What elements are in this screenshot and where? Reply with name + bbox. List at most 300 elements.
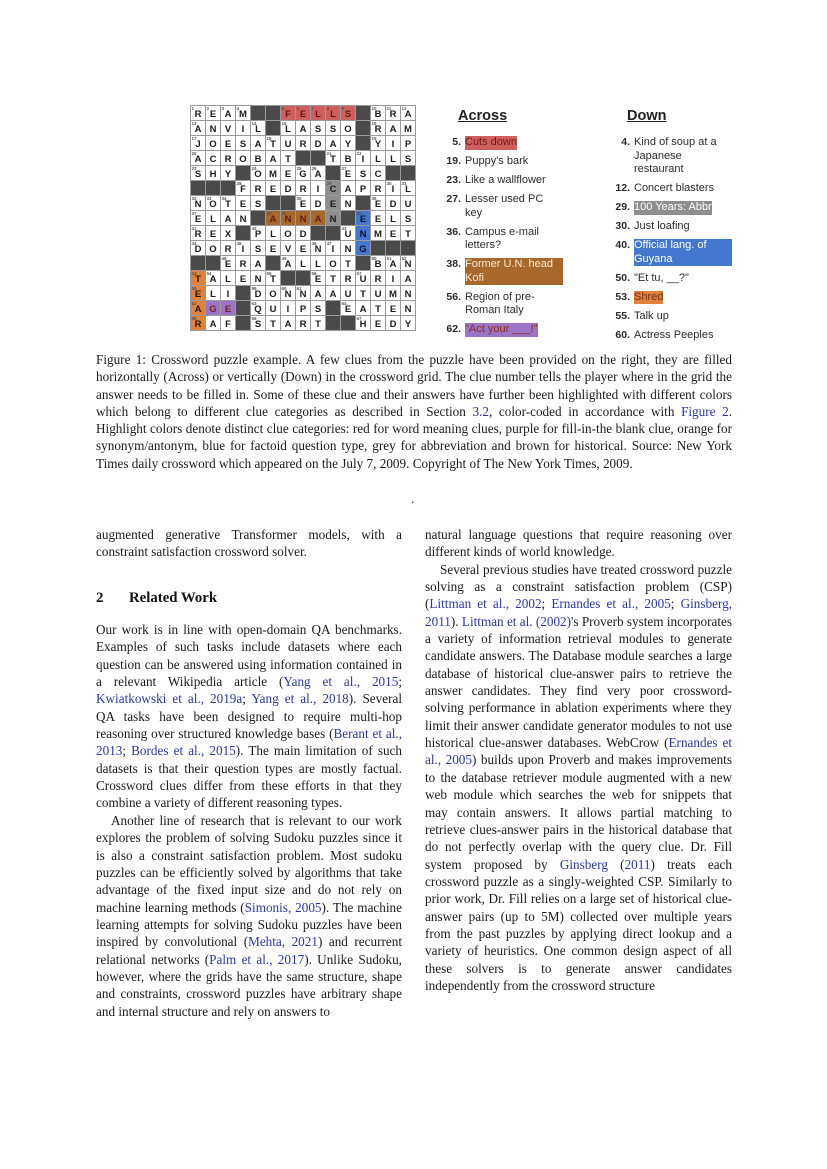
cell-letter: L — [315, 109, 321, 120]
grid-cell — [251, 166, 265, 180]
cell-letter: A — [194, 304, 202, 315]
cell-number: 28 — [236, 181, 242, 186]
reference-link[interactable]: Kwiatkowski et al., 2019a — [96, 691, 243, 707]
grid-cell — [221, 226, 235, 240]
black-cell — [356, 136, 370, 150]
cell-letter: G — [359, 244, 367, 255]
cell-letter: T — [270, 139, 276, 150]
cell-letter: N — [344, 199, 352, 210]
cell-letter: I — [316, 184, 320, 195]
cell-letter: A — [224, 214, 232, 225]
cell-number: 44 — [191, 241, 197, 246]
cell-letter: J — [195, 139, 201, 150]
grid-cell — [341, 286, 355, 300]
cell-number: 53 — [191, 271, 197, 276]
cell-number: 27 — [341, 166, 347, 171]
clue-text: Shred — [634, 290, 664, 303]
black-cell — [266, 256, 280, 270]
cell-letter: A — [254, 259, 262, 270]
cell-letter: R — [239, 259, 247, 270]
cell-letter: E — [389, 229, 397, 240]
grid-cell — [371, 286, 385, 300]
clue-text: Lesser used PC key — [465, 193, 544, 219]
grid-cell — [386, 256, 400, 270]
cell-number: 42 — [251, 226, 257, 231]
cell-letter: T — [345, 259, 351, 270]
cell-letter: Y — [224, 169, 232, 180]
grid-cell — [206, 151, 220, 165]
clue-item — [443, 155, 593, 169]
cell-letter: R — [374, 124, 382, 135]
clue-text: "Et tu, __?" — [634, 271, 689, 284]
grid-cell — [311, 241, 325, 255]
cell-letter: R — [224, 244, 232, 255]
grid-cell — [191, 241, 205, 255]
grid-cell — [191, 151, 205, 165]
cell-letter: P — [254, 229, 262, 240]
cell-letter: E — [359, 214, 367, 225]
cell-number: 46 — [311, 241, 317, 246]
clue-item — [612, 272, 754, 286]
black-cell — [356, 196, 370, 210]
clue-text: Talk up — [634, 309, 669, 322]
grid-cell — [281, 316, 295, 330]
cell-number: 11 — [386, 106, 392, 111]
cell-letter: R — [194, 319, 202, 330]
clue-item — [612, 201, 754, 215]
grid-cell — [401, 211, 415, 225]
grid-cell — [311, 316, 325, 330]
cell-number: 55 — [266, 271, 272, 276]
reference-link[interactable]: Littman et al., 2002 — [429, 596, 542, 612]
clue-item — [612, 220, 754, 234]
cell-number: 34 — [221, 196, 227, 201]
cell-letter: N — [299, 214, 307, 225]
cell-letter: E — [344, 169, 352, 180]
reference-link[interactable]: Yang et al., 2018 — [251, 691, 349, 707]
black-cell — [236, 286, 250, 300]
grid-cell — [266, 301, 280, 315]
cell-letter: L — [210, 289, 216, 300]
cell-letter: N — [209, 124, 217, 135]
grid-cell — [326, 286, 340, 300]
cell-number: 49 — [281, 256, 287, 261]
grid-cell — [341, 271, 355, 285]
cell-letter: M — [269, 169, 277, 180]
cell-letter: M — [404, 124, 412, 135]
reference-link[interactable]: Berant et al., 2013 — [96, 726, 402, 759]
grid-cell — [296, 226, 310, 240]
black-cell — [401, 241, 415, 255]
grid-cell — [311, 166, 325, 180]
grid-cell — [191, 316, 205, 330]
black-cell — [236, 226, 250, 240]
black-cell — [356, 121, 370, 135]
reference-link[interactable]: Mehta, 2021 — [248, 934, 318, 950]
clue-number: 38. — [446, 258, 461, 270]
grid-cell — [191, 106, 205, 120]
cell-letter: A — [194, 154, 202, 165]
grid-cell — [401, 136, 415, 150]
black-cell — [296, 151, 310, 165]
cell-letter: D — [389, 199, 397, 210]
black-cell — [266, 121, 280, 135]
grid-cell — [311, 211, 325, 225]
cell-letter: P — [299, 304, 307, 315]
paragraph: Our work is in line with open-domain QA benchmarks. Examples of such tasks include datasets where each question can be answered using information contained in a relevant Wikipedia article (Yang et al., 2015; Kwiatkowski et al., 2019a; Yang et al., 2018). Several QA tasks have been designed to require multi-hop reasoning over structured knowledge bases (Berant et al., 2013; Bordes et al., 2015). The main limitation of such datasets is that their question types are mostly factual. Crossword clues differ from these efforts in that they combine a variety of different reasoning types. — [96, 622, 403, 811]
clue-text: Just loafing — [634, 220, 690, 232]
grid-cell — [371, 211, 385, 225]
cell-number: 12 — [401, 106, 407, 111]
black-cell — [251, 106, 265, 120]
cell-letter: T — [330, 154, 336, 165]
cell-letter: L — [390, 154, 396, 165]
grid-cell — [386, 181, 400, 195]
grid-cell — [206, 121, 220, 135]
grid-cell — [236, 241, 250, 255]
paragraph: natural language questions that require reasoning over different kinds of world knowledge. — [425, 527, 732, 560]
cell-letter: A — [284, 319, 292, 330]
cell-letter: R — [374, 274, 382, 285]
cell-letter: O — [209, 244, 217, 255]
cell-letter: T — [270, 274, 276, 285]
cell-number: 67 — [356, 316, 362, 321]
grid-cell — [251, 196, 265, 210]
black-cell — [191, 256, 205, 270]
grid-cell — [191, 271, 205, 285]
grid-cell — [281, 181, 295, 195]
cell-letter: Y — [374, 139, 382, 150]
reference-link[interactable]: Simonis, 2005 — [244, 899, 322, 915]
cell-letter: T — [375, 304, 381, 315]
reference-link[interactable]: 2011 — [624, 856, 651, 872]
clue-text: Kind of soup at a Japanese restaurant — [634, 136, 717, 175]
grid-cell — [281, 211, 295, 225]
black-cell — [311, 226, 325, 240]
cell-letter: A — [344, 184, 352, 195]
clue-item — [612, 182, 754, 196]
grid-cell — [356, 286, 370, 300]
cell-number: 23 — [191, 166, 197, 171]
clue-number: 36. — [446, 225, 461, 238]
cell-letter: R — [194, 229, 202, 240]
cell-letter: C — [209, 154, 217, 165]
grid-cell — [266, 241, 280, 255]
cell-letter: E — [269, 244, 277, 255]
cell-number: 62 — [191, 301, 197, 306]
grid-cell — [311, 106, 325, 120]
cell-letter: E — [209, 229, 217, 240]
reference-link[interactable]: Figure 2 — [681, 403, 729, 419]
grid-cell — [326, 151, 340, 165]
clue-text: "Act your ___!" — [465, 323, 538, 335]
cell-number: 32 — [191, 196, 197, 201]
cell-letter: R — [299, 139, 307, 150]
black-cell — [251, 211, 265, 225]
cell-letter: V — [284, 244, 292, 255]
cell-letter: N — [359, 229, 367, 240]
cell-letter: E — [374, 199, 382, 210]
cell-letter: A — [224, 109, 232, 120]
cell-letter: F — [240, 184, 246, 195]
cell-letter: D — [284, 184, 292, 195]
cell-letter: S — [344, 109, 352, 120]
clue-number: 53. — [615, 290, 630, 303]
grid-cell — [221, 301, 235, 315]
black-cell — [206, 181, 220, 195]
cell-number: 38 — [266, 211, 272, 216]
cell-letter: R — [299, 184, 307, 195]
cell-letter: Y — [404, 319, 412, 330]
cell-letter: E — [224, 304, 232, 315]
body-column-right — [425, 526, 732, 994]
across-clue-list — [443, 136, 593, 337]
cell-letter: S — [254, 199, 262, 210]
cell-letter: I — [391, 139, 395, 150]
grid-cell — [251, 286, 265, 300]
cell-number: 18 — [266, 136, 272, 141]
grid-cell — [251, 226, 265, 240]
black-cell — [356, 256, 370, 270]
reference-link[interactable]: Ginsberg — [559, 856, 608, 872]
cell-number: 43 — [341, 226, 347, 231]
cell-letter: A — [269, 214, 277, 225]
grid-cell — [296, 301, 310, 315]
grid-cell — [356, 271, 370, 285]
cell-letter: R — [299, 319, 307, 330]
cell-number: 45 — [236, 241, 242, 246]
section-number: 2 — [96, 589, 104, 606]
cell-number: 13 — [191, 121, 197, 126]
grid-cell — [266, 316, 280, 330]
clue-text: Cuts down — [465, 136, 517, 148]
grid-cell — [311, 256, 325, 270]
cell-letter: N — [299, 289, 307, 300]
clue-text: Puppy's bark — [465, 155, 529, 167]
grid-cell — [221, 271, 235, 285]
grid-cell — [191, 286, 205, 300]
cell-letter: H — [209, 169, 217, 180]
cell-letter: A — [404, 109, 412, 120]
black-cell — [266, 106, 280, 120]
paragraph: Several previous studies have treated crossword puzzle solving as a constraint satisfaction problem (CSP) (Littman et al., 2002; Ernandes et al., 2005; Ginsberg, 2011). Littman et al. (2002)'s Proverb system incorporates a variety of information retrieval modules to generate candidate answers. The Database module searches a large database of historical clue-answer pairs to retrieve the answer candidates. They find very poor crossword-solving performance in ablation experiments where they limit their answer candidate generator modules to not use historical clue-answer databases. WebCrow (Ernandes et al., 2005) builds upon Proverb and makes improvements to the database retriever module augmented with a new web module which searches the web for snippets that may contain answers. It allows partial matching to retrieve clues-answer pairs in the historical database that do not perfectly overlap with the query clue. Dr. Fill system proposed by Ginsberg (2011) treats each crossword puzzle as a singly-weighted CSP. Similarly to prior work, Dr. Fill relies on a large set of historical clue-answer pairs (up to 5M) collected over multiple years from the past puzzles by applying direct lookup and a variety of heuristics. One common design aspect of all these solvers is to generate answer candidates independently from the crossword structure — [425, 561, 732, 993]
grid-cell — [356, 301, 370, 315]
clue-item — [612, 329, 754, 343]
cell-letter: E — [329, 199, 337, 210]
reference-link[interactable]: 3.2 — [472, 403, 489, 419]
grid-cell — [251, 316, 265, 330]
grid-cell — [221, 211, 235, 225]
grid-cell — [386, 196, 400, 210]
cell-number: 25 — [296, 166, 302, 171]
clue-text: Official lang. of Guyana — [634, 239, 732, 266]
grid-cell — [221, 121, 235, 135]
grid-cell — [401, 106, 415, 120]
grid-cell — [296, 196, 310, 210]
clue-number: 50. — [615, 271, 630, 284]
across-clue-column — [443, 108, 593, 342]
cell-letter: L — [300, 259, 306, 270]
grid-cell — [341, 301, 355, 315]
cell-letter: T — [405, 229, 411, 240]
grid-cell — [236, 256, 250, 270]
cell-letter: A — [389, 124, 397, 135]
grid-cell — [371, 256, 385, 270]
grid-cell — [221, 316, 235, 330]
cell-number: 19 — [371, 136, 377, 141]
cell-letter: A — [314, 169, 322, 180]
grid-cell — [326, 211, 340, 225]
grid-cell — [251, 241, 265, 255]
grid-cell — [386, 271, 400, 285]
cell-number: 5 — [281, 106, 285, 111]
cell-letter: E — [224, 139, 232, 150]
grid-cell — [341, 151, 355, 165]
reference-link[interactable]: Bordes et al., 2015 — [131, 743, 236, 759]
cell-letter: R — [224, 154, 232, 165]
grid-cell — [206, 136, 220, 150]
grid-cell — [266, 136, 280, 150]
cell-letter: A — [404, 274, 412, 285]
clue-item — [443, 258, 593, 285]
cell-letter: E — [299, 244, 307, 255]
black-cell — [386, 241, 400, 255]
cell-number: 40 — [356, 211, 362, 216]
cell-letter: A — [314, 214, 322, 225]
cell-letter: I — [331, 244, 335, 255]
grid-cell — [191, 211, 205, 225]
cell-letter: A — [209, 319, 217, 330]
cell-number: 17 — [191, 136, 197, 141]
cell-letter: T — [285, 154, 291, 165]
grid-cell — [206, 316, 220, 330]
reference-link[interactable]: Ernandes et al., 2005 — [551, 596, 671, 612]
clue-number: 30. — [615, 220, 630, 232]
cell-letter: U — [359, 274, 367, 285]
cell-letter: A — [389, 259, 397, 270]
grid-cell — [311, 121, 325, 135]
cell-letter: D — [389, 319, 397, 330]
cell-letter: D — [194, 244, 202, 255]
grid-cell — [236, 211, 250, 225]
grid-cell — [401, 271, 415, 285]
cell-letter: L — [375, 154, 381, 165]
grid-cell — [266, 226, 280, 240]
grid-cell — [326, 196, 340, 210]
grid-cell — [206, 106, 220, 120]
cell-letter: N — [194, 199, 202, 210]
grid-cell — [221, 106, 235, 120]
cell-letter: A — [329, 289, 337, 300]
grid-cell — [371, 106, 385, 120]
clue-item — [443, 226, 593, 253]
grid-cell — [326, 241, 340, 255]
cell-letter: N — [314, 244, 322, 255]
black-cell — [341, 316, 355, 330]
cell-letter: U — [344, 289, 352, 300]
grid-cell — [296, 166, 310, 180]
grid-cell — [401, 151, 415, 165]
cell-number: 58 — [191, 286, 197, 291]
reference-link[interactable]: Ernandes et al., 2005 — [425, 735, 732, 768]
grid-cell — [236, 271, 250, 285]
black-cell — [221, 181, 235, 195]
grid-cell — [356, 226, 370, 240]
cell-letter: L — [285, 124, 291, 135]
cell-letter: E — [374, 214, 382, 225]
reference-link[interactable]: Ginsberg, 2011 — [425, 596, 732, 629]
cell-letter: I — [241, 244, 245, 255]
cell-letter: D — [254, 289, 262, 300]
cell-letter: T — [360, 289, 366, 300]
grid-cell — [386, 316, 400, 330]
cell-letter: S — [359, 169, 367, 180]
grid-cell — [341, 196, 355, 210]
cell-number: 3 — [221, 106, 225, 111]
cell-letter: N — [284, 214, 292, 225]
grid-cell — [281, 301, 295, 315]
cell-number: 4 — [236, 106, 240, 111]
grid-cell — [371, 181, 385, 195]
grid-cell — [251, 121, 265, 135]
grid-cell — [326, 136, 340, 150]
cell-letter: X — [224, 229, 232, 240]
grid-cell — [386, 151, 400, 165]
cell-number: 41 — [191, 226, 197, 231]
grid-cell — [341, 136, 355, 150]
clue-item — [443, 291, 593, 318]
grid-cell — [401, 226, 415, 240]
cell-number: 48 — [221, 256, 227, 261]
cell-letter: N — [404, 259, 412, 270]
grid-cell — [371, 301, 385, 315]
cell-letter: A — [359, 304, 367, 315]
grid-cell — [401, 286, 415, 300]
grid-cell — [341, 256, 355, 270]
cell-letter: L — [255, 124, 261, 135]
down-header: Down — [627, 108, 667, 124]
cell-number: 63 — [251, 301, 257, 306]
cell-letter: E — [239, 199, 247, 210]
cell-letter: F — [285, 109, 291, 120]
cell-number: 37 — [191, 211, 197, 216]
grid-cell — [251, 271, 265, 285]
clue-item — [443, 136, 593, 150]
grid-cell — [206, 226, 220, 240]
reference-link[interactable]: Littman et al. (2002) — [461, 613, 572, 629]
grid-cell — [266, 211, 280, 225]
clue-number: 5. — [452, 136, 461, 148]
cell-letter: O — [209, 139, 217, 150]
clue-text: Former U.N. head Kofi — [465, 258, 563, 285]
cell-letter: E — [284, 169, 292, 180]
grid-cell — [326, 271, 340, 285]
cell-letter: S — [314, 124, 322, 135]
reference-link[interactable]: Palm et al., 2017 — [209, 951, 305, 967]
cell-number: 61 — [296, 286, 302, 291]
cell-letter: I — [286, 304, 290, 315]
grid-cell — [221, 166, 235, 180]
grid-cell — [401, 256, 415, 270]
reference-link[interactable]: Yang et al., 2015 — [283, 674, 399, 690]
cell-letter: G — [209, 304, 217, 315]
section-heading — [96, 590, 402, 607]
grid-cell — [386, 136, 400, 150]
clue-number: 4. — [621, 136, 630, 148]
grid-cell — [281, 256, 295, 270]
grid-cell — [281, 286, 295, 300]
clue-number: 12. — [615, 182, 630, 194]
